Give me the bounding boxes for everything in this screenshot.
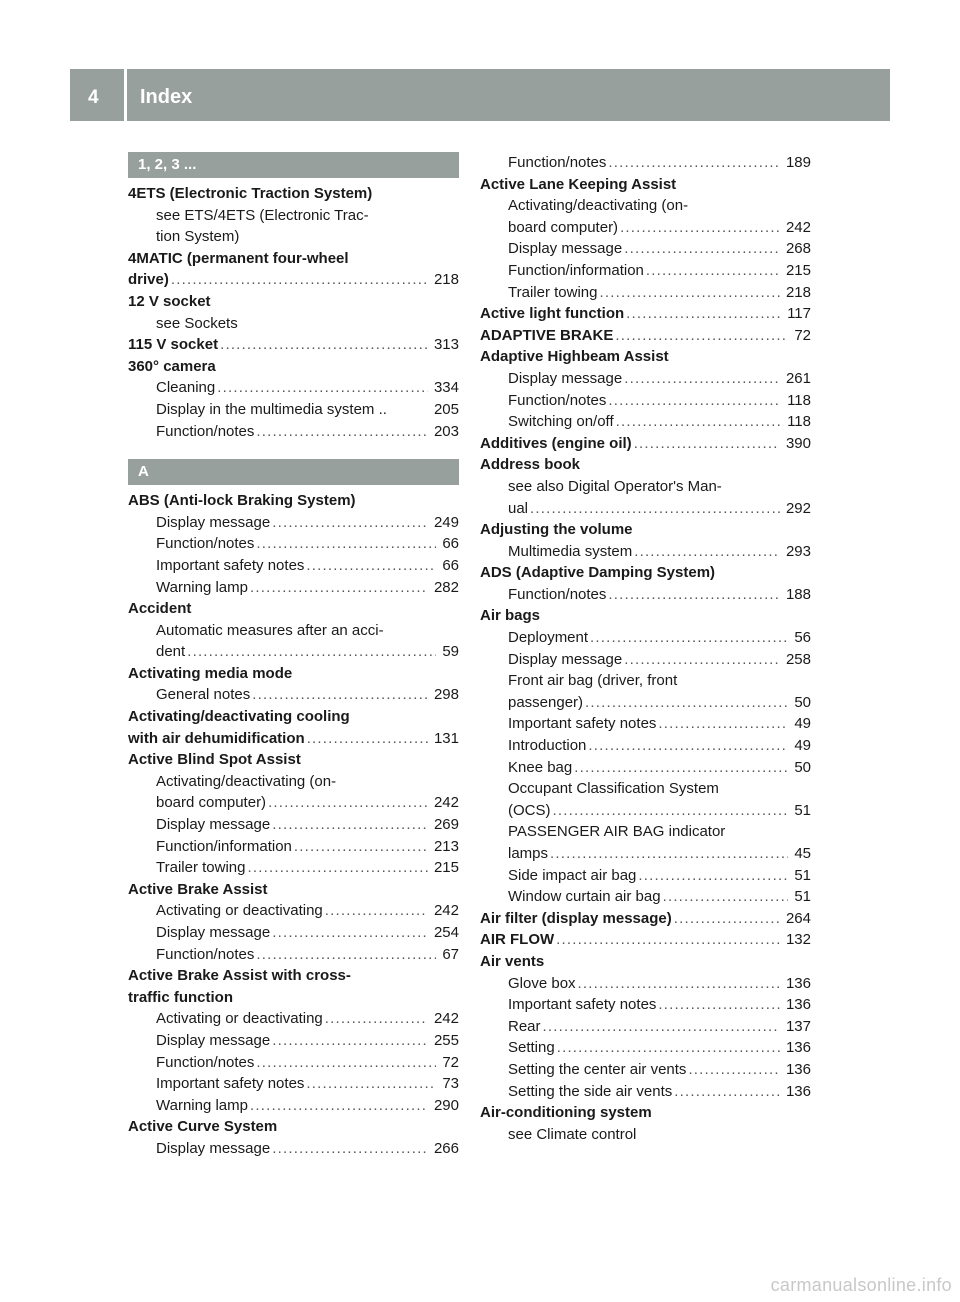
index-subentry-line[interactable] xyxy=(128,377,459,399)
index-entry: 4MATIC (permanent four-wheel xyxy=(128,249,349,267)
header-divider xyxy=(124,69,127,121)
leader-dots xyxy=(608,584,780,606)
page-ref: 136 xyxy=(785,1039,811,1057)
index-entry: Active Curve System xyxy=(128,1118,278,1136)
leader-dots xyxy=(616,411,781,433)
leader-dots xyxy=(585,692,788,714)
entry-label: Cleaning xyxy=(156,379,216,397)
entry-label: dent xyxy=(156,643,186,661)
entry-label: Display message xyxy=(156,924,271,941)
page-ref: 242 xyxy=(433,794,459,812)
entry-label: Display message xyxy=(156,1031,271,1049)
entry-label: Important safety notes xyxy=(508,996,657,1014)
index-entry: Active Brake Assist with cross- xyxy=(128,967,351,985)
leader-dots xyxy=(608,390,781,412)
page-ref: 136 xyxy=(785,1060,811,1078)
leader-dots xyxy=(256,1052,436,1074)
page-ref: 242 xyxy=(785,218,811,236)
leader-dots xyxy=(306,1073,436,1095)
index-subentry-line[interactable] xyxy=(128,399,459,421)
leader-dots xyxy=(250,577,428,599)
index-subentry: PASSENGER AIR BAG indicator xyxy=(508,823,726,841)
entry-label: General notes xyxy=(156,686,251,704)
page-ref: 72 xyxy=(794,326,811,344)
page-ref: 213 xyxy=(433,837,459,855)
page-ref: 215 xyxy=(433,859,459,877)
page-ref: 51 xyxy=(794,888,811,906)
page-ref: 59 xyxy=(442,643,459,661)
page-ref: 218 xyxy=(785,283,811,301)
page-ref: 292 xyxy=(785,499,811,517)
index-subentry-line[interactable] xyxy=(480,411,811,433)
index-subentry-line[interactable] xyxy=(128,1008,459,1030)
index-entry-line[interactable] xyxy=(128,334,459,356)
index-entry-line[interactable] xyxy=(480,303,811,325)
index-subentry: Activating/deactivating (on- xyxy=(156,772,337,790)
index-subentry-line[interactable] xyxy=(128,1138,459,1160)
index-subentry-line[interactable] xyxy=(128,814,459,836)
index-subentry-line[interactable] xyxy=(128,1073,459,1095)
index-subentry-line[interactable] xyxy=(128,533,459,555)
index-subentry-line[interactable] xyxy=(480,1037,811,1059)
leader-dots xyxy=(674,1081,780,1103)
index-subentry-line[interactable] xyxy=(480,238,811,260)
index-subentry-line[interactable] xyxy=(480,843,811,865)
page-ref: 118 xyxy=(787,391,811,409)
page-ref: 293 xyxy=(785,542,811,560)
index-entry: Air-conditioning system xyxy=(480,1104,652,1122)
entry-label: ual xyxy=(508,499,529,517)
index-subentry: see ETS/4ETS (Electronic Trac- xyxy=(156,206,369,224)
index-entry: ABS (Anti-lock Braking System) xyxy=(128,492,356,510)
index-entry: Active Lane Keeping Assist xyxy=(480,175,677,193)
entry-label: Trailer towing xyxy=(508,283,598,301)
index-subentry-line[interactable] xyxy=(480,886,811,908)
entry-label: 115 V socket xyxy=(128,336,219,354)
leader-dots xyxy=(674,908,780,930)
page-ref: 66 xyxy=(442,556,459,574)
leader-dots xyxy=(634,433,780,455)
leader-dots xyxy=(626,303,781,325)
page-ref: 49 xyxy=(794,737,811,755)
page-ref: 298 xyxy=(433,686,459,704)
leader-dots xyxy=(620,217,780,239)
leader-dots xyxy=(272,1138,428,1160)
entry-label: Air filter (display message) xyxy=(480,909,672,927)
page-ref: 218 xyxy=(433,271,459,289)
entry-label: Function/information xyxy=(156,837,292,855)
index-subentry: see Climate control xyxy=(508,1125,637,1143)
leader-dots xyxy=(624,238,780,260)
leader-dots xyxy=(638,865,788,887)
leader-dots xyxy=(268,792,428,814)
index-subentry-line[interactable] xyxy=(128,684,459,706)
index-entry: Address book xyxy=(480,456,581,474)
index-entry-line[interactable] xyxy=(128,269,459,291)
entry-label: Warning lamp xyxy=(156,1096,248,1114)
leader-dots xyxy=(272,814,428,836)
index-subentry: see Sockets xyxy=(156,314,238,332)
index-subentry-line[interactable] xyxy=(128,421,459,443)
page-ref: 131 xyxy=(433,729,459,747)
entry-label: Display message xyxy=(508,369,623,387)
leader-dots xyxy=(530,498,780,520)
page-number: 4 xyxy=(88,87,99,108)
index-subentry-line[interactable] xyxy=(480,1059,811,1081)
index-subentry: Activating/deactivating (on- xyxy=(508,197,689,215)
index-entry: Accident xyxy=(128,600,192,618)
page-ref: 334 xyxy=(433,379,459,397)
entry-label: Rear xyxy=(508,1017,541,1035)
index-subentry-line[interactable] xyxy=(128,944,459,966)
leader-dots xyxy=(634,541,780,563)
page-ref: 117 xyxy=(787,305,811,323)
page-ref: 266 xyxy=(433,1139,459,1157)
index-subentry-line[interactable] xyxy=(480,800,811,822)
page-ref: 50 xyxy=(794,758,811,776)
index-subentry-line[interactable] xyxy=(480,627,811,649)
page-ref: 254 xyxy=(433,924,459,941)
index-subentry: Front air bag (driver, front xyxy=(508,672,678,690)
index-column-left xyxy=(128,152,459,1160)
page-ref: 282 xyxy=(433,578,459,596)
entry-label: Function/notes xyxy=(156,1053,255,1071)
page-ref: 136 xyxy=(785,974,811,992)
page-ref: 132 xyxy=(785,931,811,949)
index-subentry-line[interactable] xyxy=(480,390,811,412)
index-entry: 360° camera xyxy=(128,357,216,375)
page-ref: 50 xyxy=(794,693,811,711)
index-subentry-line[interactable] xyxy=(480,1016,811,1038)
page-ref: 269 xyxy=(433,816,459,834)
entry-label: lamps xyxy=(508,845,549,862)
entry-label: Important safety notes xyxy=(508,715,657,733)
index-subentry-line[interactable] xyxy=(128,1052,459,1074)
entry-label: Activating or deactivating xyxy=(156,1010,323,1028)
entry-label: Important safety notes xyxy=(156,556,305,574)
index-subentry-line[interactable] xyxy=(480,973,811,995)
page-ref: 313 xyxy=(433,336,459,354)
section-header-numbers: 1, 2, 3 ... xyxy=(128,152,459,178)
index-subentry-line[interactable] xyxy=(128,555,459,577)
page-ref: 118 xyxy=(787,413,811,431)
entry-label: Side impact air bag xyxy=(508,866,637,884)
leader-dots xyxy=(624,649,780,671)
leader-dots xyxy=(294,836,428,858)
entry-label: Function/notes xyxy=(156,535,255,553)
leader-dots xyxy=(250,1095,428,1117)
entry-label: Function/notes xyxy=(508,391,607,409)
index-subentry-line[interactable] xyxy=(480,692,811,714)
entry-label: Deployment xyxy=(508,629,589,647)
index-entry-line[interactable] xyxy=(480,433,811,455)
index-subentry-line[interactable] xyxy=(480,865,811,887)
index-subentry-line[interactable] xyxy=(480,498,811,520)
leader-dots xyxy=(252,684,428,706)
entry-label: Multimedia system xyxy=(508,542,633,560)
page-ref: 255 xyxy=(433,1031,459,1049)
entry-label: (OCS) xyxy=(508,801,551,819)
entry-label: Display message xyxy=(156,1139,271,1157)
index-subentry-line[interactable] xyxy=(128,836,459,858)
entry-label: Glove box xyxy=(508,974,576,992)
index-subentry-line[interactable] xyxy=(480,735,811,757)
page-ref: 189 xyxy=(785,154,811,171)
index-entry: Activating media mode xyxy=(128,664,293,682)
leader-dots xyxy=(578,973,780,995)
page-ref: 261 xyxy=(785,369,811,387)
index-entry: ADS (Adaptive Damping System) xyxy=(480,564,716,582)
index-subentry-line[interactable] xyxy=(480,584,811,606)
leader-dots xyxy=(608,152,780,174)
entry-label: Function/notes xyxy=(508,154,607,171)
leader-dots xyxy=(574,757,788,779)
entry-label: Function/notes xyxy=(508,585,607,603)
index-entry: 4ETS (Electronic Traction System) xyxy=(128,185,373,202)
index-subentry-line[interactable] xyxy=(128,857,459,879)
index-subentry: Automatic measures after an acci- xyxy=(156,621,384,639)
index-subentry-line[interactable] xyxy=(480,368,811,390)
entry-label: Display message xyxy=(156,816,271,834)
page-ref: 56 xyxy=(794,629,811,647)
entry-label: Warning lamp xyxy=(156,578,248,596)
leader-dots xyxy=(171,269,428,291)
entry-label: Important safety notes xyxy=(156,1075,305,1093)
index-subentry-line[interactable] xyxy=(128,1095,459,1117)
entry-label: Additives (engine oil) xyxy=(480,434,632,452)
leader-dots xyxy=(663,886,789,908)
entry-label: passenger) xyxy=(508,693,584,711)
entry-label: Display message xyxy=(156,513,271,531)
page-ref: 390 xyxy=(785,434,811,452)
leader-dots xyxy=(599,282,779,304)
index-column-right xyxy=(480,152,811,1145)
index-subentry-line[interactable] xyxy=(480,649,811,671)
page-ref: 242 xyxy=(433,902,459,920)
entry-label: Knee bag xyxy=(508,758,573,776)
page-ref: 136 xyxy=(785,996,811,1014)
index-subentry: Occupant Classification System xyxy=(508,780,719,798)
section-header-a: A xyxy=(128,459,459,485)
leader-dots xyxy=(588,735,788,757)
index-entry: Adjusting the volume xyxy=(480,521,633,539)
page-ref: 73 xyxy=(442,1075,459,1093)
index-subentry-line[interactable] xyxy=(480,260,811,282)
leader-dots xyxy=(553,800,789,822)
leader-dots xyxy=(550,843,788,865)
entry-label: Introduction xyxy=(508,737,587,755)
leader-dots xyxy=(646,260,780,282)
page-ref: 51 xyxy=(794,866,811,884)
index-subentry-line[interactable] xyxy=(480,994,811,1016)
entry-label: Setting xyxy=(508,1039,555,1057)
page-ref: 290 xyxy=(433,1096,459,1114)
leader-dots xyxy=(325,1008,428,1030)
leader-dots xyxy=(543,1016,780,1038)
entry-label: Window curtain air bag xyxy=(508,888,661,906)
entry-label: Display message xyxy=(508,240,623,258)
leader-dots xyxy=(187,641,436,663)
leader-dots xyxy=(256,421,428,443)
leader-dots xyxy=(658,713,788,735)
index-subentry-line[interactable] xyxy=(128,1030,459,1052)
page-title: Index xyxy=(140,86,193,108)
header-band xyxy=(70,69,890,121)
entry-label: Switching on/off xyxy=(508,413,614,431)
entry-label: board computer) xyxy=(156,794,267,812)
leader-dots xyxy=(272,922,428,944)
index-subentry-line[interactable] xyxy=(128,792,459,814)
index-subentry-line[interactable] xyxy=(480,757,811,779)
index-entry-line[interactable] xyxy=(480,325,811,347)
index-subentry: see also Digital Operator's Man- xyxy=(508,477,722,495)
leader-dots xyxy=(272,1030,428,1052)
entry-label: Active light function xyxy=(480,305,625,323)
page-ref: 49 xyxy=(794,715,811,733)
entry-label: Function/information xyxy=(508,261,644,279)
index-subentry-line[interactable] xyxy=(480,282,811,304)
index-subentry-line[interactable] xyxy=(128,900,459,922)
index-subentry: tion System) xyxy=(156,228,240,246)
leader-dots xyxy=(557,1037,780,1059)
index-subentry-line[interactable] xyxy=(128,641,459,663)
entry-label: Setting the center air vents xyxy=(508,1060,687,1078)
leader-dots xyxy=(624,368,780,390)
index-subentry-line[interactable] xyxy=(128,577,459,599)
entry-label: Display message xyxy=(508,650,623,668)
page-ref: 268 xyxy=(785,240,811,258)
leader-dots xyxy=(247,857,427,879)
index-subentry-line[interactable] xyxy=(480,541,811,563)
leader-dots xyxy=(220,334,428,356)
page-ref: 72 xyxy=(442,1053,459,1071)
page-ref: 203 xyxy=(433,422,459,440)
entry-label: Setting the side air vents xyxy=(508,1082,673,1100)
page-ref: 264 xyxy=(785,909,811,927)
index-entry: Active Blind Spot Assist xyxy=(128,751,301,769)
leader-dots xyxy=(272,512,428,534)
page-ref: 67 xyxy=(442,945,459,963)
leader-dots xyxy=(256,944,436,966)
entry-label: Function/notes xyxy=(156,422,255,440)
page-ref: 45 xyxy=(794,845,811,862)
leader-dots xyxy=(688,1059,780,1081)
index-entry-line[interactable] xyxy=(480,908,811,930)
entry-label: Display in the multimedia system .. xyxy=(156,400,387,418)
leader-dots xyxy=(217,377,428,399)
entry-label: with air dehumidification xyxy=(128,729,305,747)
index-entry: Adaptive Highbeam Assist xyxy=(480,348,669,366)
entry-label: drive) xyxy=(128,271,169,289)
entry-label: AIR FLOW xyxy=(480,931,555,949)
page-ref: 66 xyxy=(442,535,459,553)
leader-dots xyxy=(590,627,788,649)
leader-dots xyxy=(256,533,436,555)
index-entry-line[interactable] xyxy=(480,929,811,951)
page-ref: 249 xyxy=(433,513,459,531)
page-ref: 51 xyxy=(794,801,811,819)
watermark: carmanualsonline.info xyxy=(770,1275,952,1295)
leader-dots xyxy=(658,994,780,1016)
index-subentry-line[interactable] xyxy=(480,1081,811,1103)
index-subentry-line[interactable] xyxy=(128,922,459,944)
page-ref: 136 xyxy=(785,1082,811,1100)
index-subentry-line[interactable] xyxy=(480,713,811,735)
page-ref: 215 xyxy=(785,261,811,279)
leader-dots xyxy=(325,900,428,922)
entry-label: Trailer towing xyxy=(156,859,246,877)
entry-label: ADAPTIVE BRAKE xyxy=(480,326,614,344)
index-entry: 12 V socket xyxy=(128,292,211,310)
leader-dots xyxy=(615,325,788,347)
index-entry: Activating/deactivating cooling xyxy=(128,708,350,726)
index-subentry-line[interactable] xyxy=(480,217,811,239)
index-subentry-line[interactable] xyxy=(480,152,811,174)
index-entry: traffic function xyxy=(128,988,233,1006)
index-entry: Air vents xyxy=(480,952,545,970)
page-ref: 242 xyxy=(433,1010,459,1028)
index-entry-line[interactable] xyxy=(128,728,459,750)
index-entry: Air bags xyxy=(480,607,541,625)
page-ref: 205 xyxy=(433,400,459,418)
leader-dots xyxy=(307,728,428,750)
page-ref: 137 xyxy=(785,1017,811,1035)
entry-label: board computer) xyxy=(508,218,619,236)
index-entry: Active Brake Assist xyxy=(128,880,268,898)
entry-label: Function/notes xyxy=(156,945,255,963)
leader-dots xyxy=(306,555,436,577)
entry-label: Activating or deactivating xyxy=(156,902,323,920)
page-ref: 188 xyxy=(785,585,811,603)
page-ref: 258 xyxy=(785,650,811,668)
leader-dots xyxy=(556,929,780,951)
index-subentry-line[interactable] xyxy=(128,512,459,534)
